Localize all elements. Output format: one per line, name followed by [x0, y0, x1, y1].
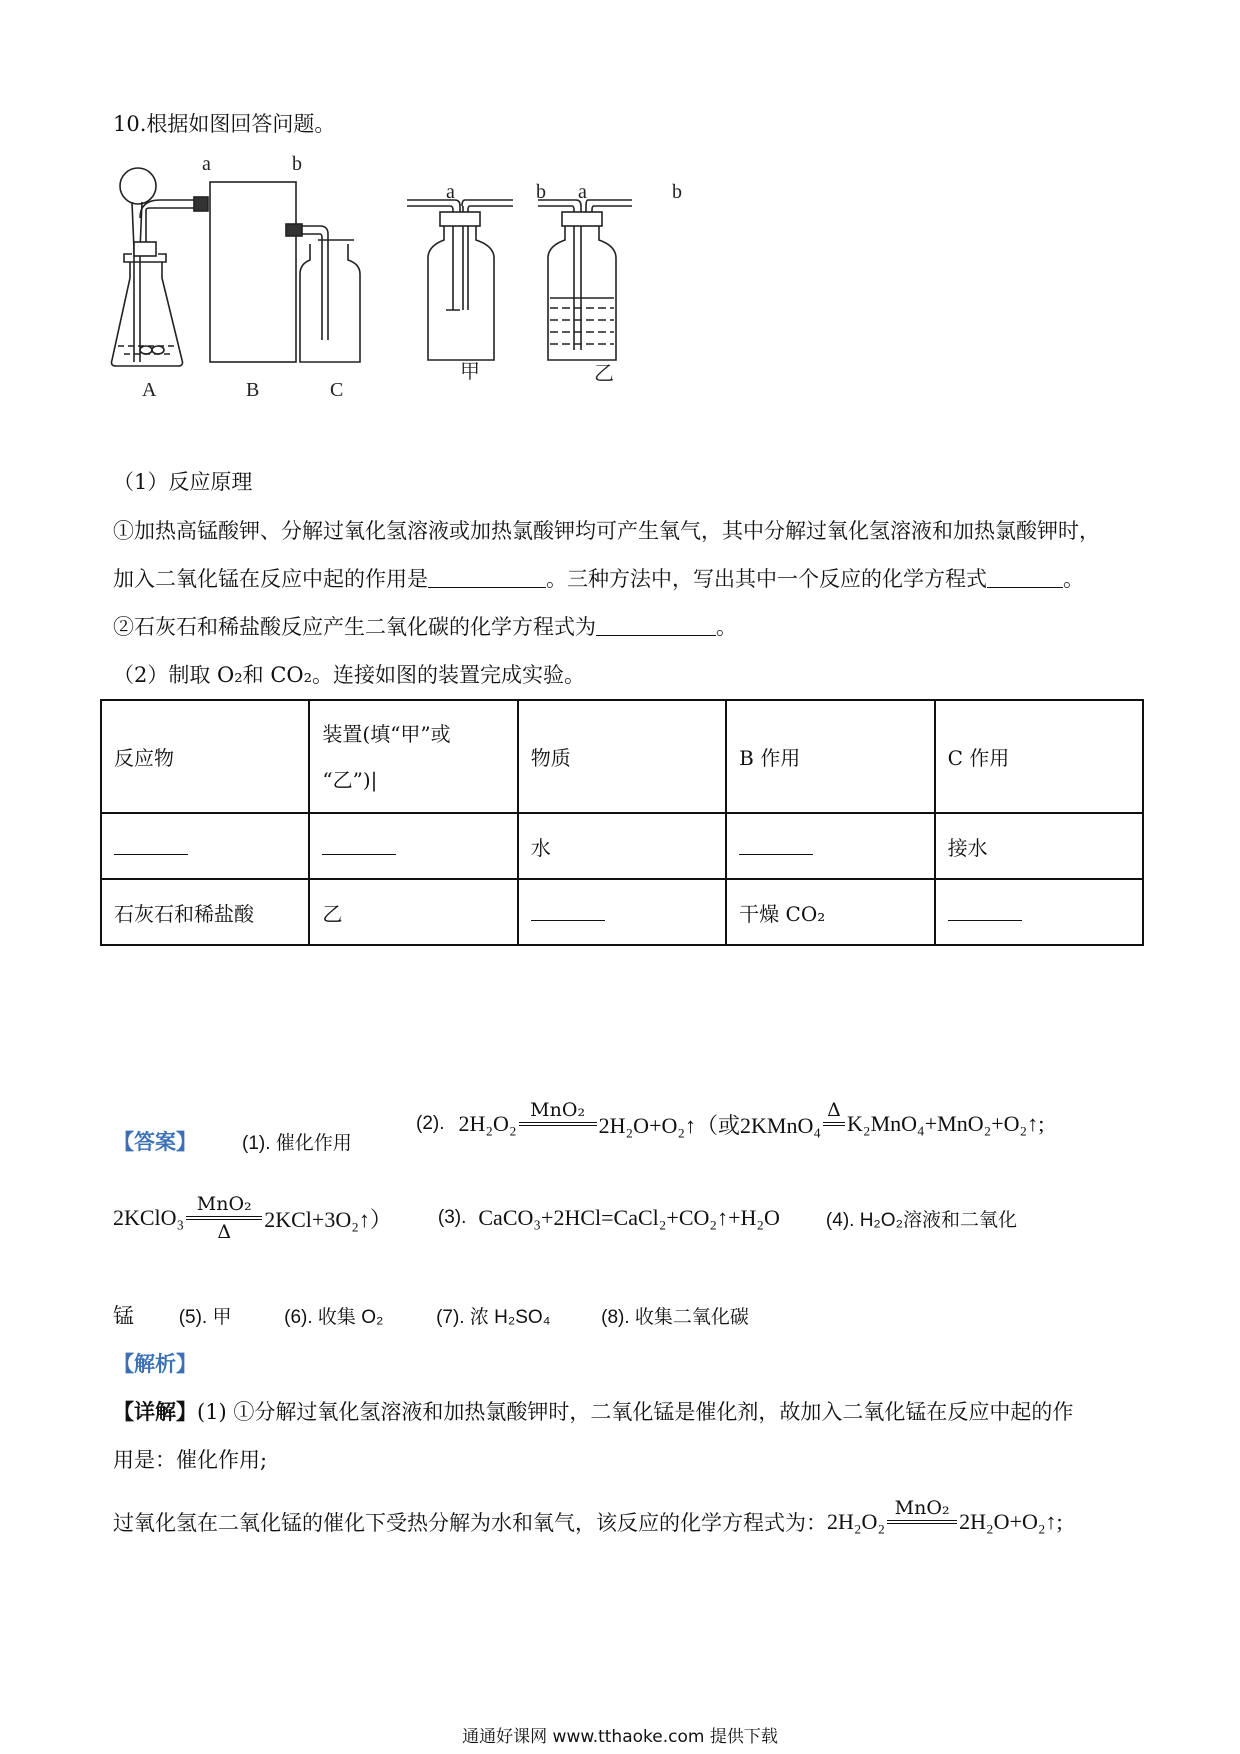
table-row — [101, 879, 1143, 945]
bottle-yi — [548, 226, 616, 360]
table-cell[interactable] — [726, 813, 934, 879]
label-a-yi: a — [578, 181, 587, 203]
part2-heading: （2）制取 O₂和 CO₂。连接如图的装置完成实验。 — [113, 663, 586, 687]
table-cell: 接水 — [935, 813, 1143, 879]
bottle-C — [300, 244, 360, 362]
answer-equation-row2: 2KClO₃ MnO₂ Δ 2KCl+3O₂↑） (3). CaCO₃+2HCl=CaCl₂+CO₂↑+H₂O (4). H₂O₂溶液和二氧化 — [113, 1193, 1017, 1243]
table-cell[interactable] — [101, 813, 309, 879]
table-cell[interactable] — [309, 813, 517, 879]
analysis-label: 【解析】 — [113, 1351, 197, 1376]
analysis-line3: 过氧化氢在二氧化锰的催化下受热分解为水和氧气，该反应的化学方程式为： 2H₂O₂ MnO₂ 2H₂O+O₂↑; — [113, 1497, 1063, 1535]
experiment-table — [100, 699, 1144, 946]
label-a: a — [202, 153, 211, 175]
answer-row3: 锰 (5). 甲 (6). 收集 O₂ (7). 浓 H₂SO₄ (8). 收集二氧化碳 — [113, 1304, 749, 1328]
apparatus-figure — [110, 150, 730, 410]
box-B — [210, 182, 296, 362]
table-header: C 作用 — [935, 700, 1143, 813]
label-b: b — [292, 153, 302, 175]
label-jia: 甲 — [460, 359, 480, 383]
table-header: 装置(填“甲”或 “乙”)| — [309, 700, 517, 813]
answer-blank[interactable] — [596, 617, 716, 636]
table-cell[interactable] — [935, 879, 1143, 945]
answer-1: (1). 催化作用 — [242, 1133, 352, 1154]
table-cell: 水 — [518, 813, 726, 879]
answer-blank[interactable] — [987, 569, 1063, 588]
table-header: 反应物 — [101, 700, 309, 813]
table-cell: 乙 — [309, 879, 517, 945]
label-yi: 乙 — [594, 361, 614, 385]
table-cell[interactable] — [518, 879, 726, 945]
label-A: A — [142, 379, 157, 401]
table-row — [101, 813, 1143, 879]
label-b-yi: b — [672, 181, 682, 203]
part1-line1: ①加热高锰酸钾、分解过氧化氢溶液或加热氯酸钾均可产生氧气，其中分解过氧化氢溶液和加热氯酸钾时， — [113, 519, 1100, 543]
table-header-row — [101, 700, 1143, 813]
label-a-jia: a — [446, 181, 455, 203]
bottle-jia — [428, 226, 494, 360]
label-B: B — [246, 379, 260, 401]
table-header: B 作用 — [726, 700, 934, 813]
analysis-line2: 用是：催化作用; — [113, 1448, 268, 1472]
funnel-bulb — [120, 168, 156, 204]
table-header: 物质 — [518, 700, 726, 813]
question-title: 10.根据如图回答问题。 — [113, 112, 336, 136]
analysis-line1: 【详解】(1) ①分解过氧化氢溶液和加热氯酸钾时，二氧化锰是催化剂，故加入二氧化锰在反应中起的作 — [113, 1399, 1074, 1424]
part1-line2: 加入二氧化锰在反应中起的作用是 。三种方法中，写出其中一个反应的化学方程式 。 — [113, 567, 1084, 591]
label-b-jia: b — [536, 181, 546, 203]
answer-equation-row1: (2). 2H₂O₂ MnO₂ 2H₂O+O₂↑（或2KMnO₄ Δ K₂MnO₄+MnO₂+O₂↑; — [416, 1099, 1045, 1138]
table-cell: 石灰石和稀盐酸 — [101, 879, 309, 945]
footer-text: 通通好课网 www.tthaoke.com 提供下载 — [462, 1727, 778, 1747]
answer-blank[interactable] — [428, 569, 546, 588]
part1-heading: （1）反应原理 — [113, 470, 253, 494]
answer-label: 【答案】 — [113, 1129, 197, 1154]
part1-line3: ②石灰石和稀盐酸反应产生二氧化碳的化学方程式为 。 — [113, 615, 737, 639]
label-C: C — [330, 379, 344, 401]
table-cell: 干燥 CO₂ — [726, 879, 934, 945]
flask-A — [112, 262, 183, 366]
